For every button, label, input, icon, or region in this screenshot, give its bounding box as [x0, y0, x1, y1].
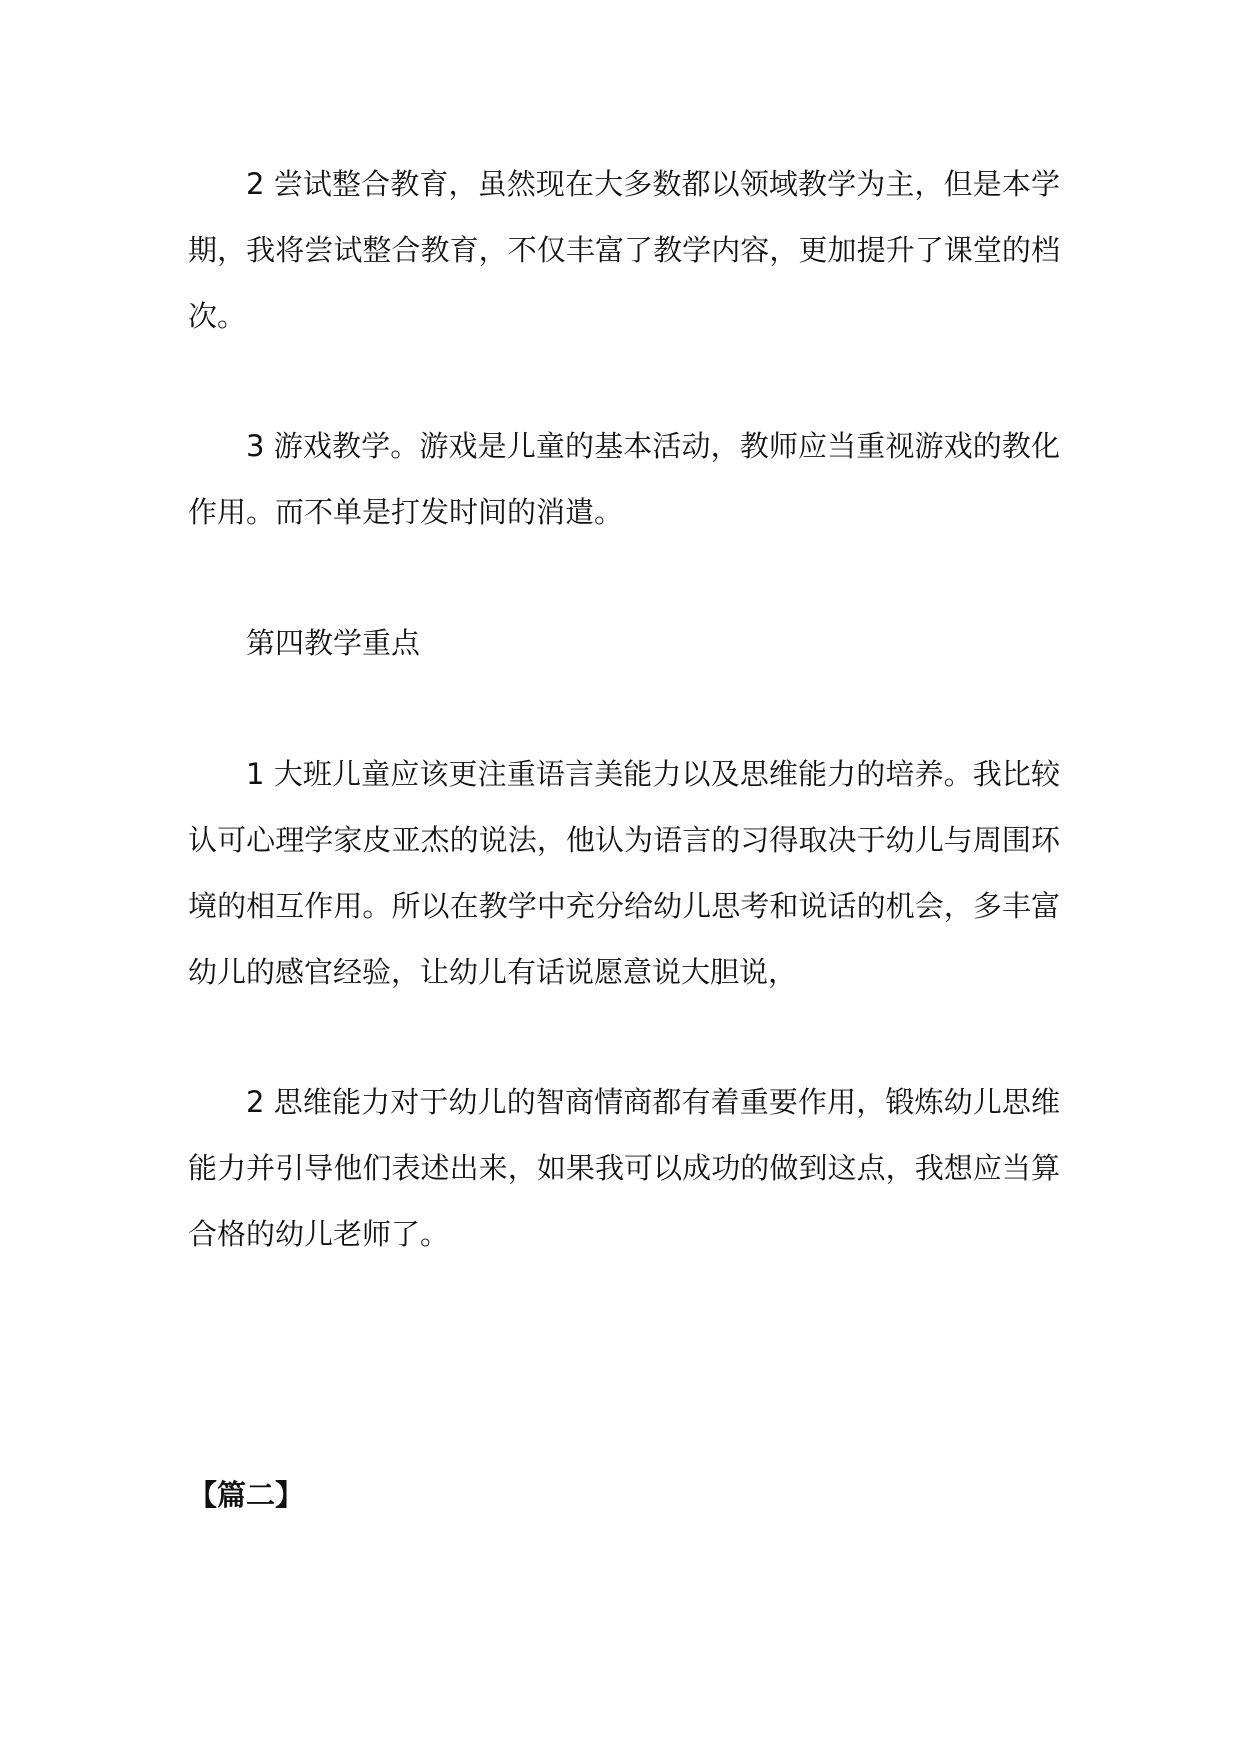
- heading-teaching-focus-4: 第四教学重点: [246, 626, 421, 660]
- section-label-part-two: 【篇二】: [188, 1478, 305, 1512]
- paragraph-language-ability: 1 大班儿童应该更注重语言美能力以及思维能力的培养。我比较认可心理学家皮亚杰的说法，他认为语言的习得取决于幼儿与周围环境的相互作用。所以在教学中充分给幼儿思考和说话的机会，多丰富幼儿的感官经验，让幼儿有话说愿意说大胆说，: [188, 757, 1060, 989]
- paragraph-thinking-ability: 2 思维能力对于幼儿的智商情商都有着重要作用，锻炼幼儿思维能力并引导他们表述出来，如果我可以成功的做到这点，我想应当算合格的幼儿老师了。: [188, 1085, 1060, 1251]
- paragraph-integrated-education: 2 尝试整合教育，虽然现在大多数都以领域教学为主，但是本学期，我将尝试整合教育，不仅丰富了教学内容，更加提升了课堂的档次。: [188, 167, 1060, 333]
- paragraph-game-teaching: 3 游戏教学。游戏是儿童的基本活动，教师应当重视游戏的教化作用。而不单是打发时间的消遣。: [188, 429, 1060, 529]
